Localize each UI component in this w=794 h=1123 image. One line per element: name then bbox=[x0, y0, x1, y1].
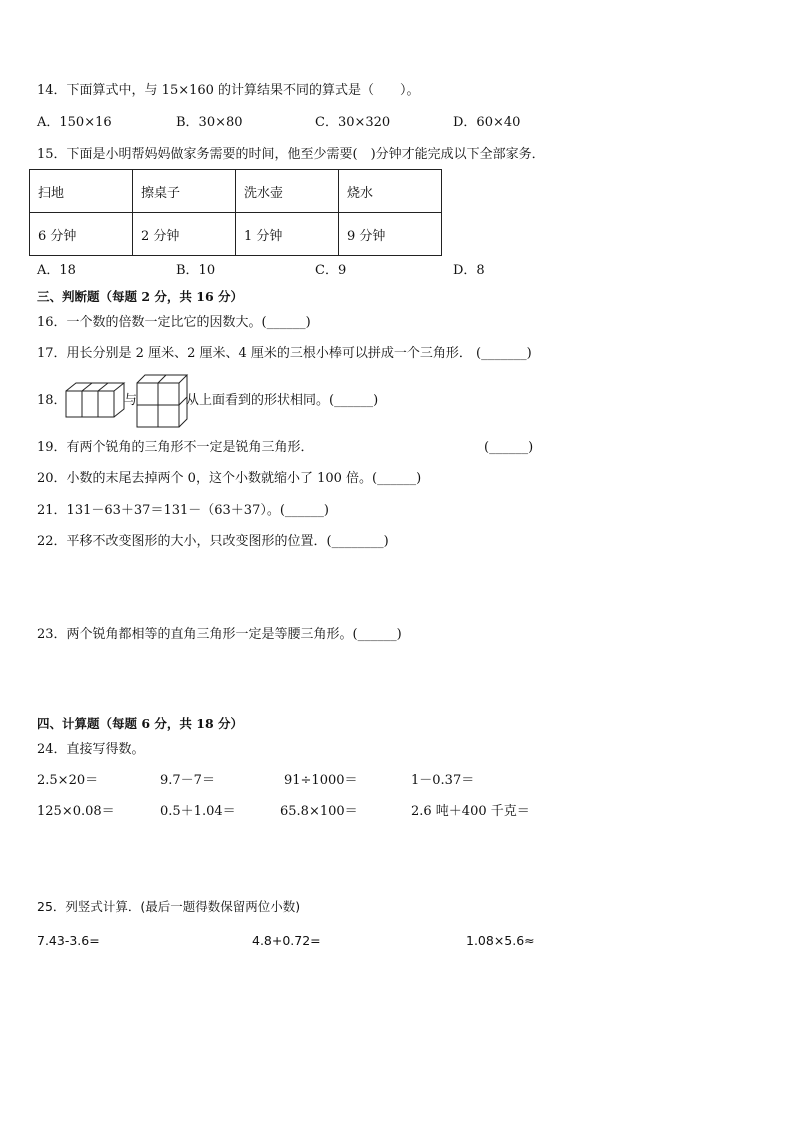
q14-option-c: C．30×320 bbox=[315, 115, 391, 130]
q15-option-d: D．8 bbox=[453, 263, 485, 278]
q15-stem: 15．下面是小明帮妈妈做家务需要的时间，他至少需要( )分钟才能完成以下全部家务． bbox=[37, 147, 545, 162]
q14-stem: 14．下面算式中，与 15×160 的计算结果不同的算式是（ ）。 bbox=[37, 83, 420, 98]
calc-item: 1－0.37＝ bbox=[411, 773, 475, 788]
calc-item: 2.5×20＝ bbox=[37, 773, 99, 788]
q23-text: 23．两个锐角都相等的直角三角形一定是等腰三角形。(______) bbox=[37, 627, 402, 642]
vertical-calc-item: 4.8+0.72= bbox=[252, 933, 321, 948]
calc-item: 0.5＋1.04＝ bbox=[160, 804, 236, 819]
q19-blank: (______) bbox=[484, 440, 534, 455]
calc-item: 91÷1000＝ bbox=[284, 773, 358, 788]
table-header-cell: 扫地 bbox=[30, 170, 133, 213]
section4-title: 四、计算题（每题 6 分，共 18 分） bbox=[37, 716, 244, 731]
q22-text: 22．平移不改变图形的大小，只改变图形的位置．(________) bbox=[37, 534, 389, 549]
table-row bbox=[30, 213, 442, 256]
q14-option-b: B．30×80 bbox=[176, 115, 243, 130]
q18-connector: 与 bbox=[124, 393, 138, 408]
q19-text: 19．有两个锐角的三角形不一定是锐角三角形． bbox=[37, 440, 314, 455]
table-header-cell: 擦桌子 bbox=[133, 170, 236, 213]
q15-option-b: B．10 bbox=[176, 263, 216, 278]
q24-stem: 24．直接写得数。 bbox=[37, 742, 145, 757]
q15-chores-table bbox=[29, 169, 442, 256]
q20-text: 20．小数的末尾去掉两个 0，这个小数就缩小了 100 倍。(______) bbox=[37, 471, 422, 486]
section3-title: 三、判断题（每题 2 分，共 16 分） bbox=[37, 289, 244, 304]
q25-stem: 25．列竖式计算．(最后一题得数保留两位小数) bbox=[37, 899, 301, 914]
cube-four-figure bbox=[135, 373, 189, 429]
calc-item: 65.8×100＝ bbox=[280, 804, 358, 819]
vertical-calc-item: 7.43-3.6= bbox=[37, 933, 100, 948]
table-cell: 1 分钟 bbox=[236, 213, 339, 256]
q14-option-d: D．60×40 bbox=[453, 115, 521, 130]
table-cell: 2 分钟 bbox=[133, 213, 236, 256]
cuboid-three-cubes-figure bbox=[64, 381, 126, 419]
table-row bbox=[30, 170, 442, 213]
q15-option-a: A．18 bbox=[37, 263, 76, 278]
table-cell: 9 分钟 bbox=[339, 213, 442, 256]
q18-suffix: 从上面看到的形状相同。(______) bbox=[186, 393, 379, 408]
table-header-cell: 烧水 bbox=[339, 170, 442, 213]
q16-text: 16．一个数的倍数一定比它的因数大。(______) bbox=[37, 315, 311, 330]
q17-text: 17．用长分别是 2 厘米、2 厘米、4 厘米的三根小棒可以拼成一个三角形． (_______) bbox=[37, 346, 532, 361]
calc-item: 2.6 吨＋400 千克＝ bbox=[411, 804, 530, 819]
q21-text: 21．131－63＋37＝131－（63＋37）。(______) bbox=[37, 503, 329, 518]
table-cell: 6 分钟 bbox=[30, 213, 133, 256]
calc-item: 125×0.08＝ bbox=[37, 804, 115, 819]
q14-option-a: A．150×16 bbox=[37, 115, 112, 130]
table-header-cell: 洗水壶 bbox=[236, 170, 339, 213]
q18-prefix: 18． bbox=[37, 393, 67, 408]
q15-option-c: C．9 bbox=[315, 263, 347, 278]
calc-item: 9.7－7＝ bbox=[160, 773, 215, 788]
vertical-calc-item: 1.08×5.6≈ bbox=[466, 933, 535, 948]
